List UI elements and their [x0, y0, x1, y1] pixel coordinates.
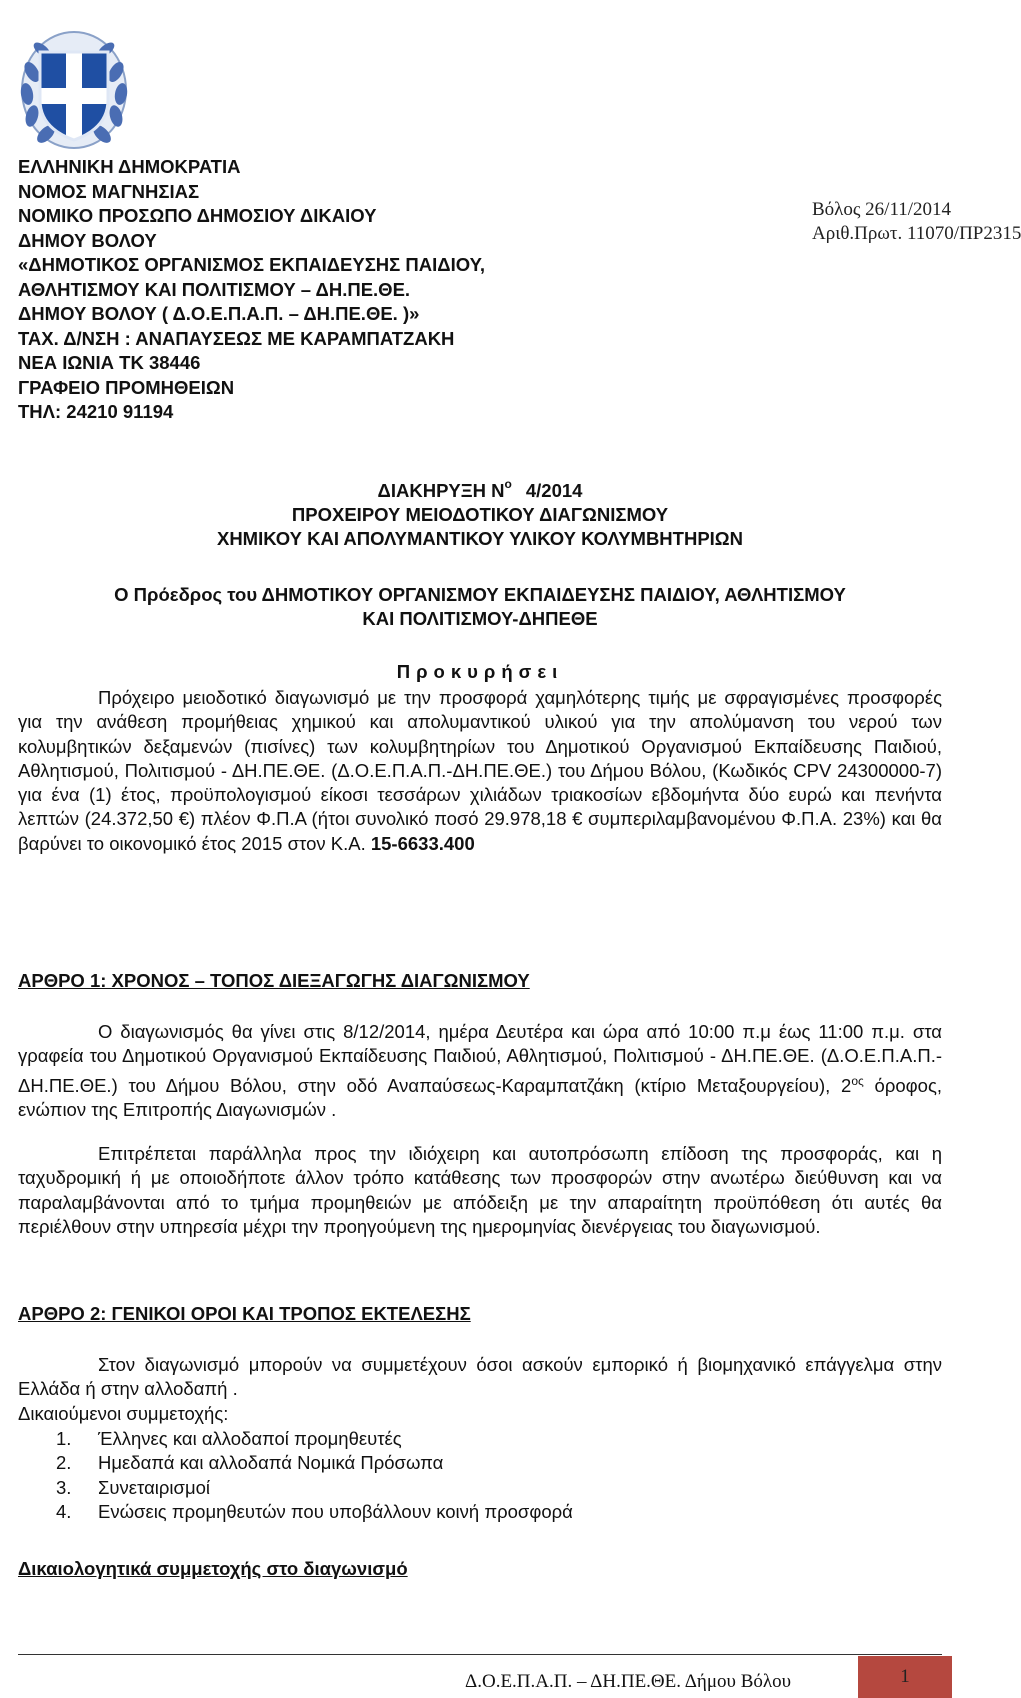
proclaims-text: Προκυρήσει [396, 661, 564, 682]
list-item [18, 1476, 942, 1500]
page-number: 1 [900, 1666, 910, 1687]
footer-organization: Δ.Ο.Ε.Π.Α.Π. – ΔΗ.ΠΕ.ΘΕ. Δήμου Βόλου [465, 1671, 791, 1692]
supporting-docs-heading: Δικαιολογητικά συμμετοχής στο διαγωνισμό [18, 1558, 408, 1579]
footer-divider [18, 1654, 942, 1655]
eligible-label: Δικαιούμενοι συμμετοχής: [18, 1403, 229, 1424]
title-line-2: ΠΡΟΧΕΙΡΟΥ ΜΕΙΟΔΟΤΙΚΟΥ ΔΙΑΓΩΝΙΣΜΟΥ [291, 504, 669, 525]
list-item [18, 1451, 942, 1475]
president-line-2: ΚΑΙ ΠΟΛΙΤΙΣΜΟΥ-ΔΗΠΕΘΕ [362, 608, 598, 629]
proclaims-heading [0, 660, 960, 684]
president-line-1: Ο Πρόεδρος του ΔΗΜΟΤΙΚΟΥ ΟΡΓΑΝΙΣΜΟΥ ΕΚΠΑΙΔΕΥΣΗΣ ΠΑΙΔΙΟΥ, ΑΘΛΗΤΙΣΜΟΥ [114, 584, 846, 605]
coat-of-arms-icon [18, 12, 130, 150]
protocol-number: Αριθ.Πρωτ. 11070/ΠΡ2315 [812, 223, 1021, 244]
article-1-text-cont: όροφος, ενώπιον της Επιτροπής Διαγωνισμών . [18, 1074, 942, 1121]
document-date: Βόλος 26/11/2014 [812, 199, 952, 220]
list-number: 1. [56, 1428, 72, 1449]
budget-code: 15-6633.400 [370, 832, 475, 854]
president-statement [0, 583, 960, 631]
header-line: ΔΗΜΟΥ ΒΟΛΟΥ [18, 229, 157, 251]
article-2-paragraph: Στον διαγωνισμό μπορούν να συμμετέχουν όσοι ασκούν εμπορικό ή βιομηχανικό επάγγελμα στην Ελλάδα ή στην αλλοδαπή . [18, 1354, 942, 1400]
article-1-paragraph-1 [18, 1020, 942, 1122]
intro-paragraph [18, 686, 942, 856]
list-text: Ημεδαπά και αλλοδαπά Νομικά Πρόσωπα [98, 1452, 444, 1474]
header-line: ΝΟΜΟΣ ΜΑΓΝΗΣΙΑΣ [18, 180, 200, 202]
list-text: Έλληνες και αλλοδαποί προμηθευτές [98, 1428, 402, 1449]
header-line: ΕΛΛΗΝΙΚΗ ΔΗΜΟΚΡΑΤΙΑ [18, 156, 241, 177]
intro-text: Πρόχειρο μειοδοτικό διαγωνισμό με την προσφορά χαμηλότερης τιμής με σφραγισμένες προσφορές για την ανάθεση προμήθειας χημικού και απολυμαντικού υλικού για την απολύμανση του νερού των κολυμβητικών δεξαμενών (πισίνες) των κολυμβητηρίων του Δημοτικού Οργανισμού Εκπαίδευσης Παιδιού, Αθλητισμού, Πολιτισμού - ΔΗ.ΠΕ.ΘΕ. (Δ.Ο.Ε.Π.Α.Π.-ΔΗ.ΠΕ.ΘΕ.) του Δήμου Βόλου, (Κωδικός CPV 24300000-7) για ένα (1) έτος, προϋπολογισμού είκοσι τεσσάρων χιλιάδων τριακοσίων εβδομήντα δύο ευρώ και πενήντα λεπτών (24.372,50 €) πλέον Φ.Π.Α (ήτοι συνολικό ποσό 29.978,18 € συμπεριλαμβανομένου Φ.Π.Α. 23%) και θα βαρύνει το οικονομικό έτος 2015 στον Κ.Α. [18, 687, 942, 854]
list-number: 3. [56, 1476, 72, 1498]
list-number: 2. [56, 1452, 72, 1474]
header-line: ΤΗΛ: 24210 91194 [18, 401, 174, 422]
header-line: ΓΡΑΦΕΙΟ ΠΡΟΜΗΘΕΙΩΝ [18, 376, 235, 398]
declaration-prefix: ΔΙΑΚΗΡΥΞΗ Ν [377, 480, 505, 501]
date-block [812, 198, 1021, 246]
title-line-3: ΧΗΜΙΚΟΥ ΚΑΙ ΑΠΟΛΥΜΑΝΤΙΚΟΥ ΥΛΙΚΟΥ ΚΟΛΥΜΒΗΤΗΡΙΩΝ [216, 528, 743, 549]
list-text: Συνεταιρισμοί [98, 1476, 211, 1498]
page-number-badge [858, 1656, 952, 1698]
header-line: ΤΑΧ. Δ/ΝΣΗ : ΑΝΑΠΑΥΣΕΩΣ ΜΕ ΚΑΡΑΜΠΑΤΖΑΚΗ [18, 327, 455, 349]
list-text: Ενώσεις προμηθευτών που υποβάλλουν κοινή προσφορά [98, 1500, 573, 1522]
list-number: 4. [56, 1500, 72, 1522]
eligible-list [18, 1427, 942, 1524]
declaration-superscript: ο [504, 477, 512, 491]
floor-ordinal: ος [851, 1073, 864, 1088]
header-line: ΔΗΜΟΥ ΒΟΛΟΥ ( Δ.Ο.Ε.Π.Α.Π. – ΔΗ.ΠΕ.ΘΕ. )» [18, 303, 420, 324]
list-item [18, 1427, 942, 1451]
declaration-number: 4/2014 [525, 480, 583, 501]
article-1-text: Ο διαγωνισμός θα γίνει στις 8/12/2014, ημέρα Δευτέρα και ώρα από 10:00 π.μ έως 11:00 π.μ. στα γραφεία του Δημοτικού Οργανισμού Εκπαίδευσης Παιδιού, Αθλητισμού, Πολιτισμού - ΔΗ.ΠΕ.ΘΕ. (Δ.Ο.Ε.Π.Α.Π.-ΔΗ.ΠΕ.ΘΕ.) του Δήμου Βόλου, στην οδό Αναπαύσεως-Καραμπατζάκη (κτίριο Μεταξουργείου), 2 [18, 1021, 942, 1096]
header-line: ΝΕΑ ΙΩΝΙΑ ΤΚ 38446 [18, 352, 201, 373]
header-line: ΑΘΛΗΤΙΣΜΟΥ ΚΑΙ ΠΟΛΙΤΙΣΜΟΥ – ΔΗ.ΠΕ.ΘΕ. [18, 278, 411, 300]
article-2-heading: ΑΡΘΡΟ 2: ΓΕΝΙΚΟΙ ΟΡΟΙ ΚΑΙ ΤΡΟΠΟΣ ΕΚΤΕΛΕΣΗΣ [18, 1303, 471, 1324]
header-line: «ΔΗΜΟΤΙΚΟΣ ΟΡΓΑΝΙΣΜΟΣ ΕΚΠΑΙΔΕΥΣΗΣ ΠΑΙΔΙΟΥ, [18, 254, 486, 275]
article-1-heading: ΑΡΘΡΟ 1: ΧΡΟΝΟΣ – ΤΟΠΟΣ ΔΙΕΞΑΓΩΓΗΣ ΔΙΑΓΩΝΙΣΜΟΥ [18, 970, 530, 991]
article-1-paragraph-2: Επιτρέπεται παράλληλα προς την ιδιόχειρη και αυτοπρόσωπη επίδοση της προσφοράς, και η ταχυδρομική ή με οποιοδήποτε άλλον τρόπο κατάθεσης των προσφορών στην ανωτέρω διεύθυνση και να παραλαμβάνονται από το τμήμα προμηθειών με απόδειξη με την απαραίτητη προϋπόθεση ότι αυτές θα περιέλθουν στην υπηρεσία μέχρι την προηγούμενη της ημερομηνίας διενέργειας του διαγωνισμού. [18, 1143, 942, 1237]
document-title [0, 472, 960, 551]
list-item [18, 1500, 942, 1524]
issuer-header [18, 155, 485, 425]
header-line: ΝΟΜΙΚΟ ΠΡΟΣΩΠΟ ΔΗΜΟΣΙΟΥ ΔΙΚΑΙΟΥ [18, 205, 377, 226]
